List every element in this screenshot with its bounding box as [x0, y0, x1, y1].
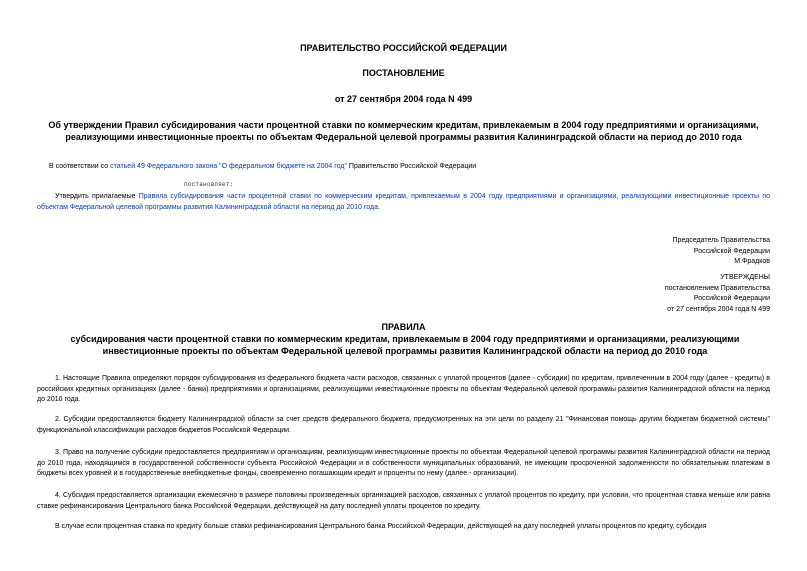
basis-prefix: В соответствии со: [49, 163, 111, 170]
rules-title: ПРАВИЛА: [381, 322, 426, 332]
rules-subtitle: субсидирования части процентной ставки по коммерческим кредитам, привлекаемым в 2004 году предприятиями и организациями, реализующими инвестиционные проекты по объектам Федеральной целевой программы развития Калининградской области на период до 2010 года: [70, 334, 740, 356]
approved-line-2: постановлением Правительства: [664, 284, 770, 292]
approve-paragraph: [37, 192, 770, 213]
approve-prefix: Утвердить прилагаемые: [55, 193, 139, 200]
document-type: ПОСТАНОВЛЕНИЕ: [362, 68, 445, 78]
rules-paragraph-2: 2. Субсидии предоставляются бюджету Калининградской области за счет средств федерального бюджета, предусмотренных на эти цели по разделу 21 "Финансовая помощь другим бюджетам бюджетной системы" функциональной классификации расходов бюджетов Российской Федерации.: [37, 416, 770, 434]
government-title: ПРАВИТЕЛЬСТВО РОССИЙСКОЙ ФЕДЕРАЦИИ: [300, 43, 507, 53]
approved-line-4: от 27 сентября 2004 года N 499: [667, 305, 770, 313]
document-date: от 27 сентября 2004 года N 499: [334, 94, 473, 104]
approved-line-1: УТВЕРЖДЕНЫ: [720, 274, 770, 281]
basis-suffix: Правительство Российской Федерации: [346, 163, 477, 170]
basis-paragraph: [49, 162, 769, 173]
rules-paragraph-1: 1. Настоящие Правила определяют порядок субсидирования из федерального бюджета части расходов, связанных с уплатой процентов (далее - субсидии) по кредитам, привлеченным в 2004 году (далее - кредиты) в российских кредитных организациях (далее - банки) предприятиями и организациями, реализующими инвестиционные проекты по объектам Федеральной целевой программы развития Калининградской области на период до 2010 года.: [37, 375, 770, 403]
rules-link[interactable]: Правила субсидирования части процентной ставки по коммерческим кредитам, привлекаемым в 2004 году предприятиями и организациями, реализующими инвестиционные проекты по объектам Федеральной целевой программы развития Калининградской области на период до 2010 года: [37, 193, 770, 211]
rules-paragraph-3: 3. Право на получение субсидии предоставляется предприятиям и организациям, реализующим инвестиционные проекты по объектам Федеральной целевой программы развития Калининградской области на период до 2010 года, находящимся в государственной собственности субъекта Российской Федерации и в собственности муниципальных образований, не имеющим просроченной задолженности по обязательным платежам в бюджеты всех уровней и в государственные внебюджетные фонды, своевременно погашающим кредит и проценты по нему (далее - организации).: [37, 449, 770, 477]
signature-line-3: М.Фрадков: [734, 258, 770, 265]
approve-suffix: .: [377, 203, 380, 211]
federal-law-link[interactable]: статьей 49 Федерального закона "О федеральном бюджете на 2004 год": [110, 163, 347, 170]
signature-block: [560, 236, 770, 268]
document-subject: Об утверждении Правил субсидирования части процентной ставки по коммерческим кредитам, привлекаемым в 2004 году предприятиями и организациями, реализующими инвестиционные проекты по объектам Федеральной целевой программы развития Калининградской области на период до 2010 года: [48, 120, 759, 142]
signature-line-2: Российской Федерации: [693, 247, 770, 255]
approved-block: [560, 273, 770, 315]
rules-paragraph-4: 4. Субсидия предоставляется организации ежемесячно в размере половины произведенных организацией расходов, связанных с уплатой процентов по кредиту, при условии, что процентная ставка меньше или равна ставке рефинансирования Центрального банка Российской Федерации, действующей на дату последней уплаты процентов по кредиту.: [37, 492, 770, 510]
approved-line-3: Российской Федерации: [693, 295, 770, 302]
rules-paragraph-5: В случае если процентная ставка по кредиту больше ставки рефинансирования Центрального банка Российской Федерации, действующей на дату последней уплаты процентов по кредиту, субсидия: [55, 523, 707, 530]
signature-line-1: Председатель Правительства: [672, 237, 770, 244]
decrees-word: постановляет:: [184, 181, 234, 188]
